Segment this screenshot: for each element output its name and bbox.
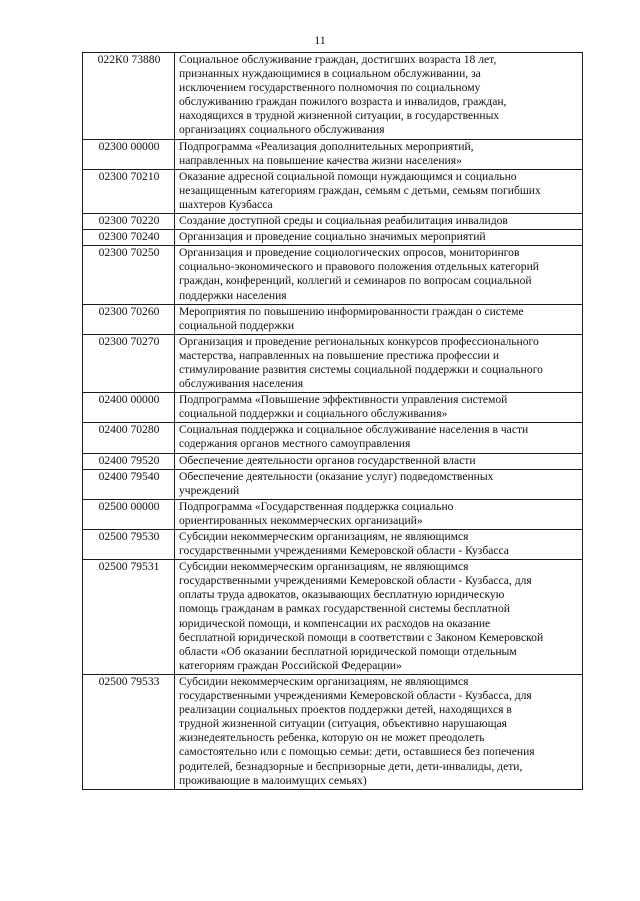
row-code: 02300 70210 (83, 169, 175, 213)
row-description: Подпрограмма «Государственная поддержка социально ориентированных некоммерческих организаций» (175, 499, 583, 529)
row-code: 02300 00000 (83, 139, 175, 169)
row-description: Оказание адресной социальной помощи нуждающимся и социально незащищенным категориям граждан, семьям с детьми, семьям погибших шахтеров Кузбасса (175, 169, 583, 213)
row-description: Обеспечение деятельности органов государственной власти (175, 453, 583, 469)
row-code: 02500 00000 (83, 499, 175, 529)
row-description: Социальное обслуживание граждан, достигших возраста 18 лет, признанных нуждающимися в социальном обслуживании, за исключением государственного полномочия по социальному обслуживанию граждан пожилого возраста и инвалидов, граждан, находящихся в трудной жизненной ситуации, в государственных организациях социального обслуживания (175, 53, 583, 140)
row-description: Организация и проведение социологических опросов, мониторингов социально-экономического и правового положения отдельных категорий граждан, конференций, коллегий и семинаров по вопросам социальной поддержки населения (175, 246, 583, 304)
table-row (83, 169, 583, 213)
row-description: Субсидии некоммерческим организациям, не являющимся государственными учреждениями Кемеровской области - Кузбасса, для оплаты труда адвокатов, оказывающих бесплатную юридическую помощь гражданам в рамках государственной системы бесплатной юридической помощи, и компенсации их расходов на оказание бесплатной юридической помощи в соответствии с Законом Кемеровской области «Об оказании бесплатной юридической помощи отдельным категориям граждан Российской Федерации» (175, 560, 583, 675)
table-row (83, 334, 583, 392)
row-code: 02300 70270 (83, 334, 175, 392)
row-description: Социальная поддержка и социальное обслуживание населения в части содержания органов местного самоуправления (175, 423, 583, 453)
row-code: 02300 70260 (83, 304, 175, 334)
row-code: 02500 79533 (83, 674, 175, 789)
row-code: 02500 79530 (83, 530, 175, 560)
row-description: Подпрограмма «Реализация дополнительных мероприятий, направленных на повышение качества жизни населения» (175, 139, 583, 169)
table-row (83, 393, 583, 423)
row-code: 02500 79531 (83, 560, 175, 675)
row-code: 02400 00000 (83, 393, 175, 423)
table-row (83, 674, 583, 789)
row-code: 02300 70250 (83, 246, 175, 304)
row-code: 02300 70220 (83, 214, 175, 230)
budget-code-table (82, 52, 583, 790)
table-row (83, 530, 583, 560)
table-row (83, 230, 583, 246)
row-description: Подпрограмма «Повышение эффективности управления системой социальной поддержки и социального обслуживания» (175, 393, 583, 423)
table-row (83, 246, 583, 304)
row-code: 022К0 73880 (83, 53, 175, 140)
row-code: 02400 70280 (83, 423, 175, 453)
row-description: Обеспечение деятельности (оказание услуг) подведомственных учреждений (175, 469, 583, 499)
table-row (83, 499, 583, 529)
table-row (83, 423, 583, 453)
table-row (83, 53, 583, 140)
table-row (83, 560, 583, 675)
row-description: Мероприятия по повышению информированности граждан о системе социальной поддержки (175, 304, 583, 334)
row-description: Организация и проведение социально значимых мероприятий (175, 230, 583, 246)
page-number: 11 (314, 33, 326, 47)
table-row (83, 139, 583, 169)
row-code: 02300 70240 (83, 230, 175, 246)
table-row (83, 469, 583, 499)
table-row (83, 453, 583, 469)
row-description: Создание доступной среды и социальная реабилитация инвалидов (175, 214, 583, 230)
row-description: Субсидии некоммерческим организациям, не являющимся государственными учреждениями Кемеровской области - Кузбасса (175, 530, 583, 560)
row-description: Субсидии некоммерческим организациям, не являющимся государственными учреждениями Кемеровской области - Кузбасса, для реализации социальных проектов поддержки детей, находящихся в трудной жизненной ситуации (ситуация, объективно нарушающая жизнедеятельность ребенка, которую он не может преодолеть самостоятельно или с помощью семьи: дети, оставшиеся без попечения родителей, безнадзорные и беспризорные дети, дети-инвалиды, дети, проживающие в малоимущих семьях) (175, 674, 583, 789)
table-row (83, 214, 583, 230)
table-row (83, 304, 583, 334)
row-description: Организация и проведение региональных конкурсов профессионального мастерства, направленных на повышение престижа профессии и стимулирование развития системы социальной поддержки и социального обслуживания населения (175, 334, 583, 392)
row-code: 02400 79540 (83, 469, 175, 499)
row-code: 02400 79520 (83, 453, 175, 469)
